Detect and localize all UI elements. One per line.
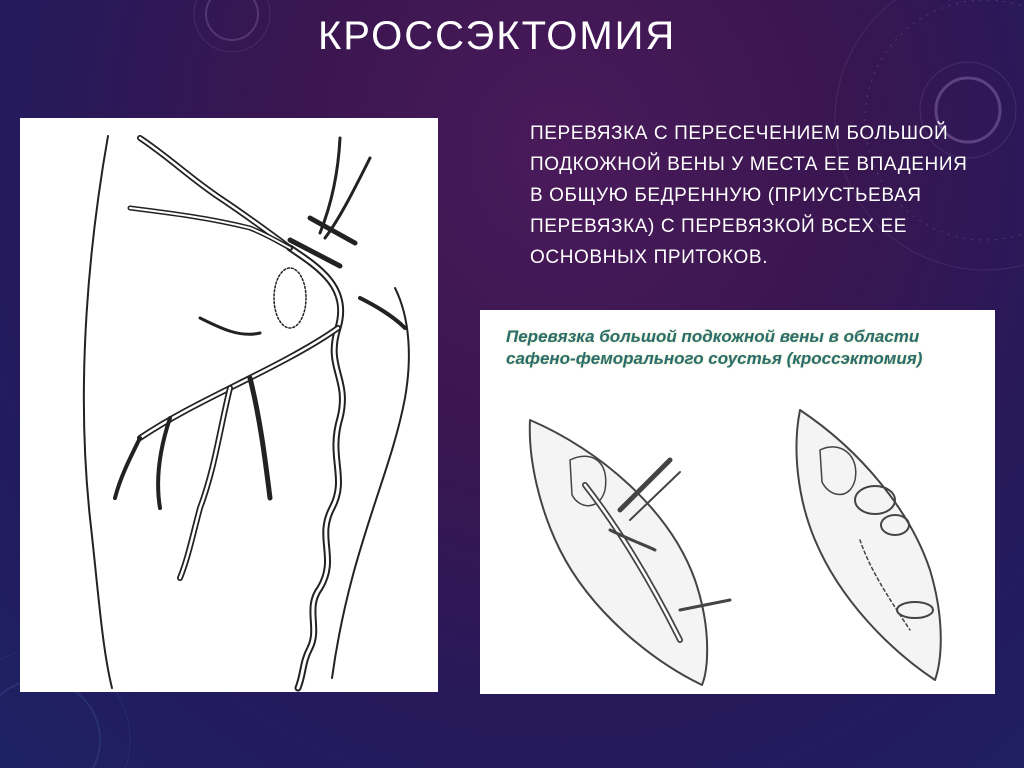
slide-body-text: ПЕРЕВЯЗКА С ПЕРЕСЕЧЕНИЕМ БОЛЬШОЙ ПОДКОЖНОЙ ВЕНЫ У МЕСТА ЕЕ ВПАДЕНИЯ В ОБЩУЮ БЕДРЕННУЮ (ПРИУСТЬЕВАЯ ПЕРЕВЯЗКА) С ПЕРЕВЯЗКОЙ ВСЕХ ЕЕ ОСНОВНЫХ ПРИТОКОВ. — [530, 123, 968, 268]
slide-title: КРОССЭКТОМИЯ — [318, 14, 677, 58]
surgery-illustration — [480, 310, 995, 694]
leg-vein-drawing — [20, 118, 438, 692]
leg-vein-illustration — [20, 118, 438, 692]
figure-caption: Перевязка большой подкожной вены в области сафено-феморального соустья (кроссэктомия) — [506, 327, 923, 368]
